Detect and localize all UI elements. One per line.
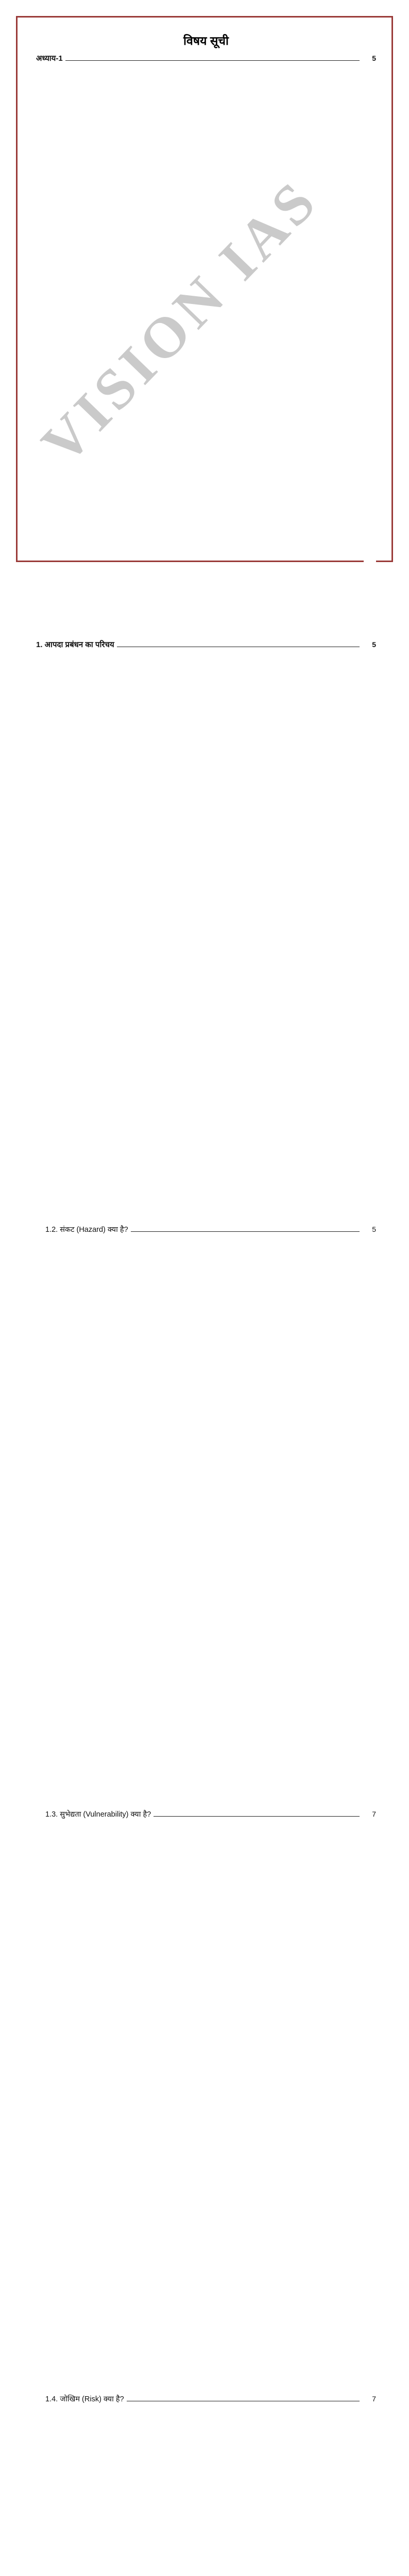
toc-entry-page-number: 5 bbox=[364, 54, 376, 632]
toc-entry-label: 1.4. जोखिम (Risk) क्या है? bbox=[45, 2395, 124, 2403]
toc-entry bbox=[36, 1809, 376, 2387]
toc-entry-label: 1.2. संकट (Hazard) क्या है? bbox=[45, 1226, 128, 1234]
toc-entry-label: अध्याय-1 bbox=[36, 54, 63, 63]
toc-leader-line bbox=[65, 60, 360, 61]
toc-entry-page-number: 5 bbox=[364, 640, 376, 1218]
toc-entry bbox=[36, 1225, 376, 1803]
toc-leader-line bbox=[131, 1231, 360, 1232]
toc-entry-label: 1.3. सुभेद्यता (Vulnerability) क्या है? bbox=[45, 1810, 151, 1819]
toc-entry bbox=[36, 640, 376, 1218]
toc-leader-line bbox=[154, 1816, 360, 1817]
toc-entry-page-number: 5 bbox=[364, 1225, 376, 1803]
toc-entry-page-number: 7 bbox=[364, 1809, 376, 2387]
toc-content bbox=[18, 18, 391, 2403]
toc-entry-label: 1. आपदा प्रबंधन का परिचय bbox=[36, 640, 114, 649]
vision-ias-watermark: VISION IAS bbox=[29, 167, 331, 476]
toc-entry bbox=[36, 54, 376, 632]
toc-entry-page-number: 7 bbox=[364, 2394, 376, 2576]
toc-entry bbox=[36, 2394, 376, 2576]
page-title: विषय सूची bbox=[183, 34, 229, 47]
toc-list bbox=[36, 54, 376, 2576]
